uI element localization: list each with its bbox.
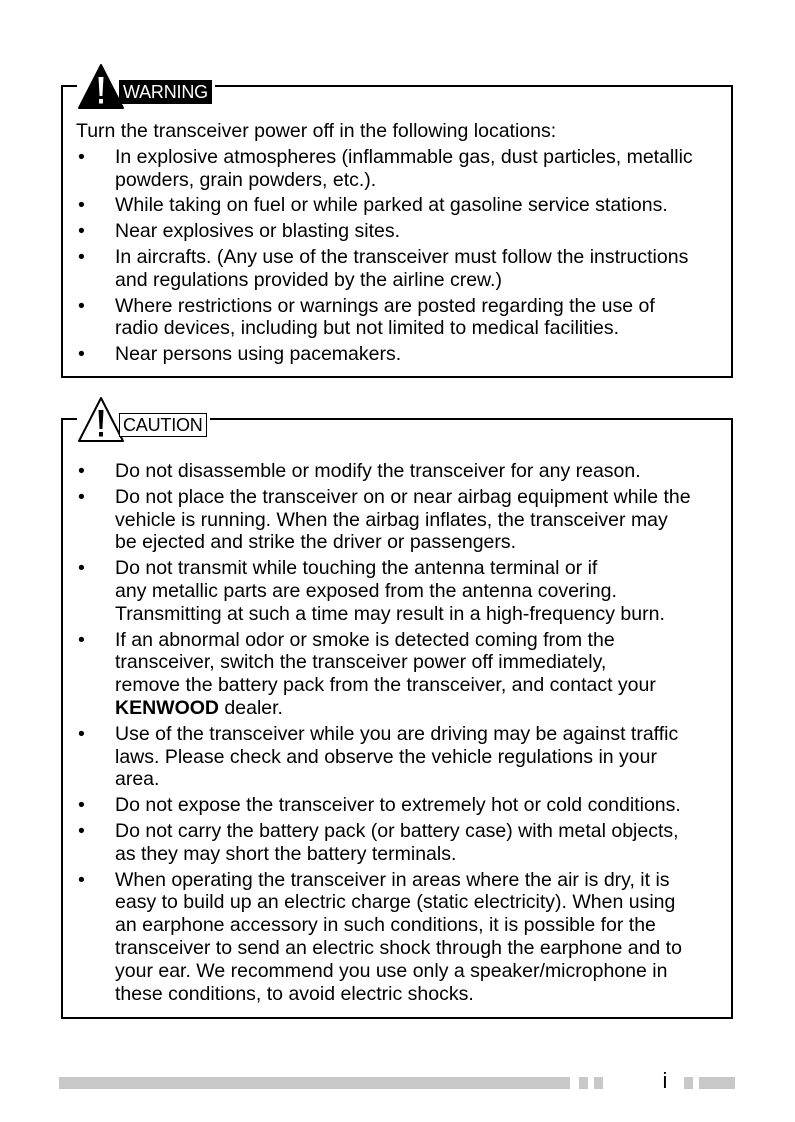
page-footer bbox=[0, 1068, 795, 1093]
caution-box bbox=[61, 415, 733, 1019]
warning-content bbox=[76, 120, 721, 369]
warning-header bbox=[77, 58, 215, 110]
list-item: • If an abnormal odor or smoke is detected coming from the transceiver, switch the transceiver power off immediately, remove the battery pack from the transceiver, and contact your KENWOOD dealer. bbox=[78, 628, 656, 719]
caution-header bbox=[77, 391, 210, 443]
footer-bar-right bbox=[699, 1077, 735, 1089]
page-number: i bbox=[662, 1068, 668, 1093]
list-item: • In explosive atmospheres (inflammable gas, dust particles, metallic powders, grain powders, etc.). bbox=[78, 145, 693, 191]
footer-bar-left bbox=[59, 1077, 570, 1089]
list-item: • Where restrictions or warnings are posted regarding the use of radio devices, including but not limited to medical facilities. bbox=[78, 294, 655, 340]
list-item: • When operating the transceiver in areas where the air is dry, it is easy to build up an electric charge (static electricity). When using an earphone accessory in such conditions, it is possible for the transceiver to send an electric shock through the earphone and to your ear. We recommend you use only a speaker/microphone in these conditions, to avoid electric shocks. bbox=[78, 868, 682, 1005]
list-item: • Do not transmit while touching the antenna terminal or if any metallic parts are exposed from the antenna covering. Transmitting at such a time may result in a high-frequency burn. bbox=[78, 557, 665, 625]
caution-content bbox=[76, 460, 721, 1008]
footer-square bbox=[684, 1077, 693, 1089]
list-item: • Use of the transceiver while you are driving may be against traffic laws. Please check and observe the vehicle regulations in your area. bbox=[78, 722, 679, 791]
warning-label: WARNING bbox=[119, 80, 212, 104]
caution-label: CAUTION bbox=[119, 413, 207, 437]
list-item: • Near persons using pacemakers. bbox=[78, 343, 402, 366]
list-item: • In aircrafts. (Any use of the transceiver must follow the instructions and regulations provided by the airline crew.) bbox=[78, 245, 689, 291]
list-item: • Do not carry the battery pack (or battery case) with metal objects, as they may short the battery terminals. bbox=[78, 819, 679, 865]
warning-triangle-icon bbox=[77, 62, 125, 110]
caution-list bbox=[76, 460, 721, 1005]
list-item: • Near explosives or blasting sites. bbox=[78, 220, 401, 243]
footer-square bbox=[579, 1077, 588, 1089]
caution-triangle-icon bbox=[77, 395, 125, 443]
footer-square bbox=[594, 1077, 603, 1089]
list-item: • Do not disassemble or modify the transceiver for any reason. bbox=[78, 460, 641, 482]
warning-list bbox=[76, 146, 721, 366]
brand-name: KENWOOD bbox=[115, 696, 219, 719]
list-item: • While taking on fuel or while parked at gasoline service stations. bbox=[78, 194, 668, 217]
warning-box bbox=[61, 82, 733, 378]
warning-intro: Turn the transceiver power off in the following locations: bbox=[76, 120, 557, 142]
list-item: • Do not place the transceiver on or near airbag equipment while the vehicle is running. When the airbag inflates, the transceiver may be ejected and strike the driver or passengers. bbox=[78, 485, 691, 554]
list-item: • Do not expose the transceiver to extremely hot or cold conditions. bbox=[78, 794, 681, 817]
